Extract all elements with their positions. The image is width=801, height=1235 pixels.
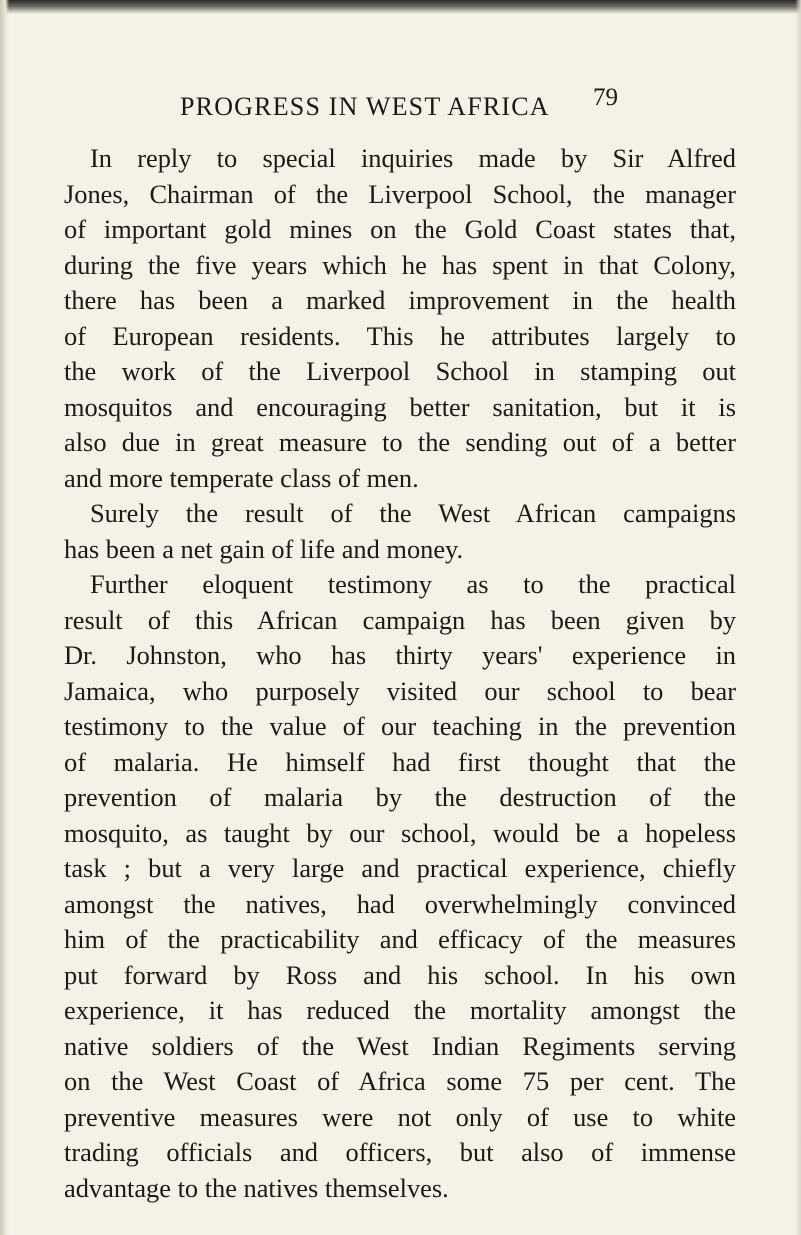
text-line: has been a net gain of life and money. — [64, 533, 464, 564]
text-line: of European residents. This he attributes largely to — [64, 320, 736, 351]
text-line: Jones, Chairman of the Liverpool School, the manager — [64, 178, 736, 209]
text-line: task ; but a very large and practical experience, chiefly — [64, 853, 736, 883]
text-line: prevention of malaria by the destruction of the — [64, 782, 736, 812]
running-head — [180, 84, 618, 132]
text-line: trading officials and officers, but also of immense — [64, 1137, 736, 1167]
text-line: mosquito, as taught by our school, would be a hopeless — [64, 817, 736, 848]
text-line: Surely the result of the West African campaigns — [90, 498, 736, 528]
text-line: Jamaica, who purposely visited our school to bear — [64, 675, 736, 706]
text-line: Dr. Johnston, who has thirty years' experience in — [64, 640, 736, 670]
text-line: result of this African campaign has been given by — [64, 604, 736, 635]
text-line: testimony to the value of our teaching in the prevention — [64, 711, 736, 741]
text-line: put forward by Ross and his school. In his own — [64, 959, 736, 990]
page-right-edge — [795, 0, 801, 1235]
text-line: during the five years which he has spent in that Colony, — [64, 249, 736, 280]
text-line: also due in great measure to the sending out of a better — [64, 427, 736, 457]
running-title: PROGRESS IN WEST AFRICA — [180, 92, 550, 121]
text-line: and more temperate class of men. — [64, 462, 419, 493]
text-line: the work of the Liverpool School in stamping out — [64, 356, 736, 386]
text-line: there has been a marked improvement in the health — [64, 285, 736, 315]
text-line: mosquitos and encouraging better sanitation, but it is — [64, 391, 736, 422]
page-top-shadow — [0, 0, 801, 14]
text-line: on the West Coast of Africa some 75 per cent. The — [64, 1066, 736, 1096]
text-line: Further eloquent testimony as to the practical — [90, 569, 736, 599]
body-text — [64, 141, 736, 1206]
page-number: 79 — [593, 84, 618, 111]
text-line: In reply to special inquiries made by Sir Alfred — [90, 143, 736, 173]
page-left-edge — [0, 0, 9, 1235]
text-line: of malaria. He himself had first thought that the — [64, 746, 736, 777]
text-line: of important gold mines on the Gold Coast states that, — [64, 214, 736, 244]
text-line: him of the practicability and efficacy of the measures — [64, 924, 736, 954]
text-line: amongst the natives, had overwhelmingly convinced — [64, 888, 736, 919]
text-line: experience, it has reduced the mortality amongst the — [64, 995, 736, 1025]
text-line: native soldiers of the West Indian Regiments serving — [64, 1030, 736, 1061]
text-line: advantage to the natives themselves. — [64, 1172, 449, 1203]
text-line: preventive measures were not only of use to white — [64, 1101, 736, 1132]
